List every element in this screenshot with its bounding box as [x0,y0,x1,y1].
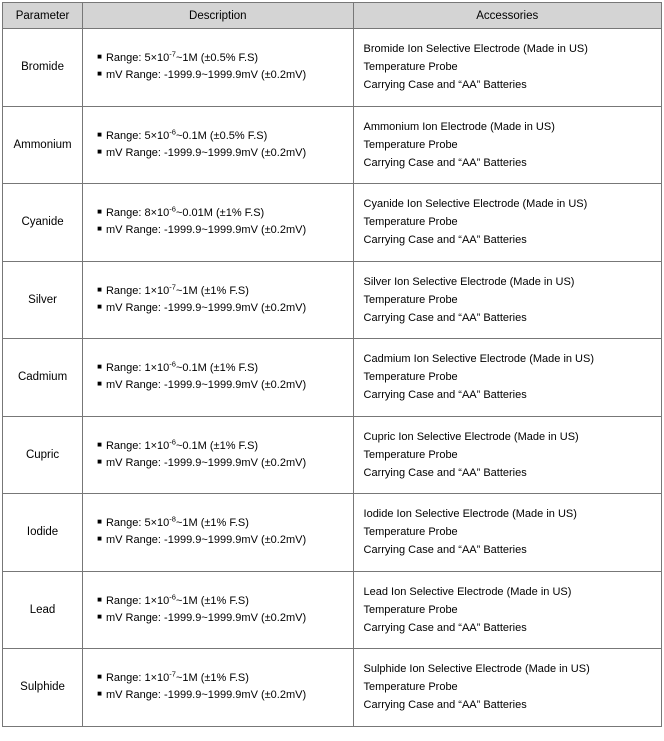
range-value-base: 1×10 [144,594,170,607]
range-line [97,205,342,222]
accessory-item: Carrying Case and “AA” Batteries [363,156,527,169]
description-cell [83,261,353,339]
mv-range-label: mV Range: [105,534,161,547]
table-row [3,29,662,107]
table-row [3,494,662,572]
mv-range-value: -1999.9~1999.9mV (±0.2mV) [164,534,307,547]
range-value-tail: ~0.1M (±1% F.S) [175,439,259,452]
range-value-base: 5×10 [144,517,170,530]
range-value-exponent: -6 [169,127,176,137]
mv-range-label: mV Range: [105,689,161,702]
accessory-item: Cyanide Ion Selective Electrode (Made in US) [363,198,588,211]
mv-range-value: -1999.9~1999.9mV (±0.2mV) [164,611,307,624]
range-label: Range: [105,129,142,142]
description-cell [83,184,353,262]
accessories-cell [353,416,661,494]
range-value-tail: ~1M (±1% F.S) [175,284,249,297]
parameter-cell: Cadmium [3,339,83,417]
square-bullet-icon: ■ [97,301,102,311]
range-value-exponent: -6 [169,204,176,214]
range-value-exponent: -7 [169,669,176,679]
accessory-item: Carrying Case and “AA” Batteries [363,79,527,92]
square-bullet-icon: ■ [97,456,102,466]
mv-range-line [97,145,342,162]
accessory-item: Carrying Case and “AA” Batteries [363,389,527,402]
accessory-item: Temperature Probe [363,293,458,306]
range-line [97,593,342,610]
accessory-item: Silver Ion Selective Electrode (Made in US) [363,275,575,288]
table-row [3,649,662,727]
accessory-item: Ammonium Ion Electrode (Made in US) [363,120,555,133]
range-value-base: 8×10 [144,207,170,220]
square-bullet-icon: ■ [97,69,102,79]
square-bullet-icon: ■ [97,689,102,699]
square-bullet-icon: ■ [97,52,102,62]
range-value-base: 5×10 [144,52,170,65]
range-line [97,50,342,67]
mv-range-line [97,532,342,549]
range-line [97,128,342,145]
square-bullet-icon: ■ [97,611,102,621]
mv-range-label: mV Range: [105,379,161,392]
accessory-item: Carrying Case and “AA” Batteries [363,621,527,634]
table-row [3,339,662,417]
table-row [3,184,662,262]
range-value-tail: ~0.1M (±1% F.S) [175,362,259,375]
table-header-row [3,3,662,29]
range-value-tail: ~1M (±1% F.S) [175,672,249,685]
accessory-item: Temperature Probe [363,61,458,74]
mv-range-label: mV Range: [105,224,161,237]
description-cell [83,494,353,572]
range-value-tail: ~1M (±1% F.S) [175,517,249,530]
range-label: Range: [105,284,142,297]
table-header [3,3,662,29]
accessories-cell [353,571,661,649]
mv-range-line [97,377,342,394]
accessory-item: Temperature Probe [363,216,458,229]
mv-range-line [97,455,342,472]
accessory-item: Temperature Probe [363,603,458,616]
mv-range-label: mV Range: [105,146,161,159]
parameter-cell: Bromide [3,29,83,107]
mv-range-label: mV Range: [105,456,161,469]
description-cell [83,106,353,184]
square-bullet-icon: ■ [97,284,102,294]
mv-range-line [97,610,342,627]
table-row [3,261,662,339]
range-value-exponent: -7 [169,282,176,292]
square-bullet-icon: ■ [97,594,102,604]
mv-range-value: -1999.9~1999.9mV (±0.2mV) [164,379,307,392]
range-label: Range: [105,362,142,375]
parameter-cell: Sulphide [3,649,83,727]
range-value-base: 1×10 [144,672,170,685]
accessory-item: Temperature Probe [363,448,458,461]
mv-range-label: mV Range: [105,69,161,82]
mv-range-value: -1999.9~1999.9mV (±0.2mV) [164,69,307,82]
accessory-item: Temperature Probe [363,526,458,539]
range-label: Range: [105,52,142,65]
accessories-cell [353,339,661,417]
range-line [97,438,342,455]
range-label: Range: [105,672,142,685]
accessory-item: Iodide Ion Selective Electrode (Made in US) [363,508,577,521]
accessory-item: Carrying Case and “AA” Batteries [363,311,527,324]
table-body [3,29,662,727]
accessory-item: Carrying Case and “AA” Batteries [363,699,527,712]
description-cell [83,339,353,417]
range-value-tail: ~0.1M (±0.5% F.S) [175,129,268,142]
square-bullet-icon: ■ [97,207,102,217]
parameter-cell: Ammonium [3,106,83,184]
range-value-base: 5×10 [144,129,170,142]
mv-range-line [97,222,342,239]
parameter-cell: Cupric [3,416,83,494]
mv-range-line [97,300,342,317]
accessory-item: Temperature Probe [363,681,458,694]
square-bullet-icon: ■ [97,517,102,527]
range-value-exponent: -6 [169,359,176,369]
range-value-exponent: -7 [169,49,176,59]
accessory-item: Carrying Case and “AA” Batteries [363,234,527,247]
table-row [3,416,662,494]
accessory-item: Carrying Case and “AA” Batteries [363,544,527,557]
accessory-item: Temperature Probe [363,371,458,384]
range-value-base: 1×10 [144,362,170,375]
accessory-item: Cadmium Ion Selective Electrode (Made in US) [363,353,594,366]
accessories-cell [353,106,661,184]
square-bullet-icon: ■ [97,129,102,139]
column-header-parameter: Parameter [3,3,83,29]
mv-range-value: -1999.9~1999.9mV (±0.2mV) [164,224,307,237]
mv-range-line [97,687,342,704]
accessories-cell [353,649,661,727]
description-cell [83,416,353,494]
range-line [97,670,342,687]
mv-range-label: mV Range: [105,301,161,314]
description-cell [83,571,353,649]
parameter-cell: Lead [3,571,83,649]
parameter-cell: Cyanide [3,184,83,262]
table-row [3,571,662,649]
range-line [97,360,342,377]
range-value-exponent: -8 [169,514,176,524]
range-value-tail: ~1M (±0.5% F.S) [175,52,259,65]
range-value-exponent: -6 [169,592,176,602]
range-value-base: 1×10 [144,284,170,297]
range-value-tail: ~1M (±1% F.S) [175,594,249,607]
column-header-description: Description [83,3,353,29]
specification-table [2,2,662,727]
range-value-base: 1×10 [144,439,170,452]
mv-range-value: -1999.9~1999.9mV (±0.2mV) [164,301,307,314]
square-bullet-icon: ■ [97,379,102,389]
range-label: Range: [105,517,142,530]
description-cell [83,649,353,727]
accessory-item: Temperature Probe [363,138,458,151]
mv-range-line [97,67,342,84]
square-bullet-icon: ■ [97,672,102,682]
square-bullet-icon: ■ [97,362,102,372]
square-bullet-icon: ■ [97,146,102,156]
accessories-cell [353,494,661,572]
accessory-item: Cupric Ion Selective Electrode (Made in US) [363,430,579,443]
mv-range-value: -1999.9~1999.9mV (±0.2mV) [164,689,307,702]
column-header-accessories: Accessories [353,3,661,29]
table-row [3,106,662,184]
accessory-item: Carrying Case and “AA” Batteries [363,466,527,479]
accessories-cell [353,261,661,339]
square-bullet-icon: ■ [97,224,102,234]
mv-range-value: -1999.9~1999.9mV (±0.2mV) [164,146,307,159]
range-line [97,283,342,300]
range-line [97,515,342,532]
range-label: Range: [105,439,142,452]
accessory-item: Lead Ion Selective Electrode (Made in US) [363,585,572,598]
parameter-cell: Iodide [3,494,83,572]
parameter-cell: Silver [3,261,83,339]
square-bullet-icon: ■ [97,534,102,544]
accessory-item: Sulphide Ion Selective Electrode (Made in US) [363,663,590,676]
range-value-exponent: -6 [169,437,176,447]
mv-range-label: mV Range: [105,611,161,624]
square-bullet-icon: ■ [97,439,102,449]
mv-range-value: -1999.9~1999.9mV (±0.2mV) [164,456,307,469]
accessories-cell [353,29,661,107]
description-cell [83,29,353,107]
accessory-item: Bromide Ion Selective Electrode (Made in US) [363,43,588,56]
range-label: Range: [105,594,142,607]
range-label: Range: [105,207,142,220]
accessories-cell [353,184,661,262]
range-value-tail: ~0.01M (±1% F.S) [175,207,265,220]
